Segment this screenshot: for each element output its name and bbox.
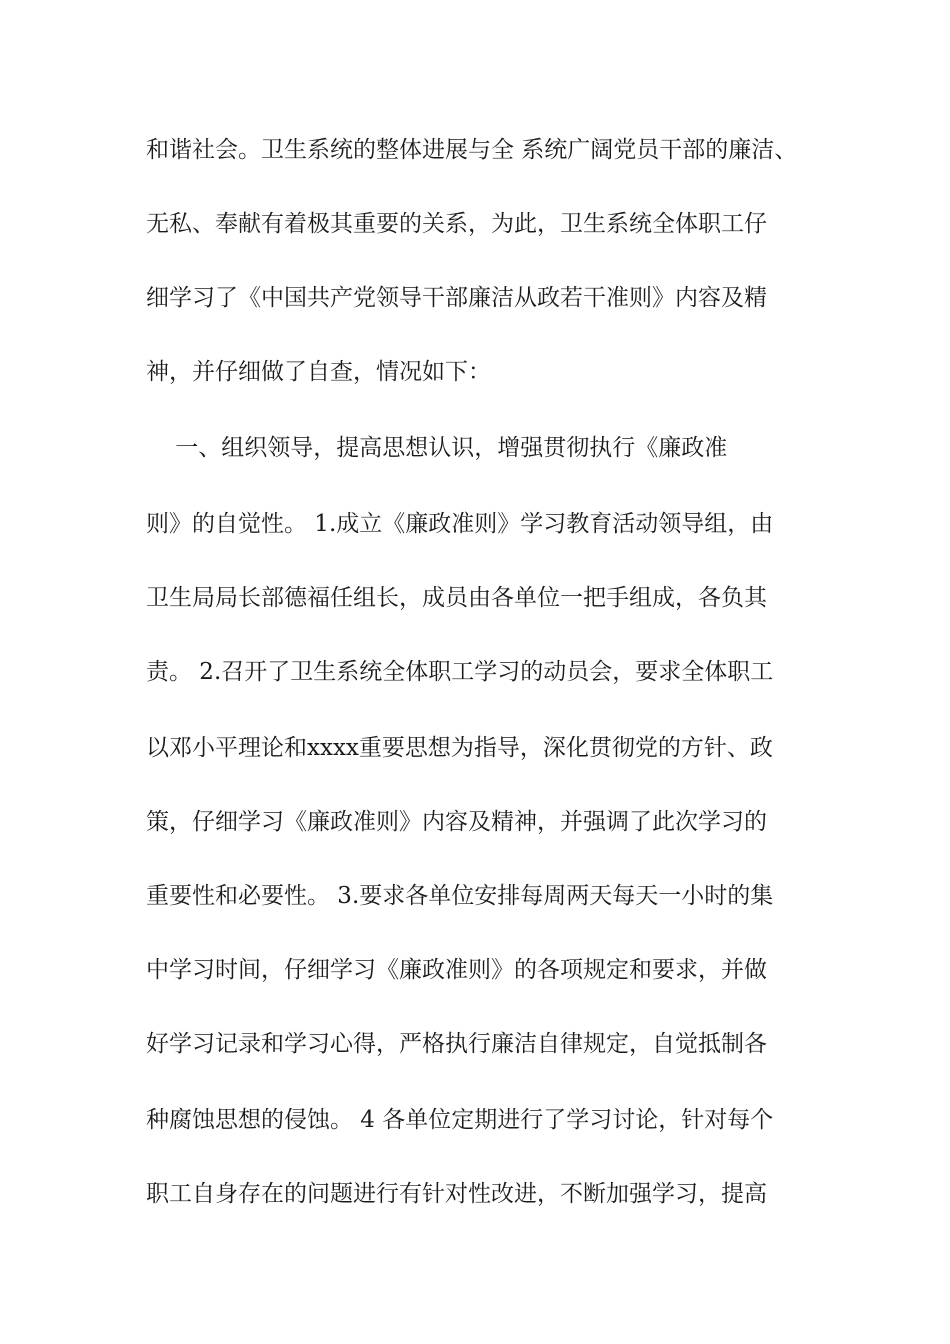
text-line-12: 中学习时间，仔细学习《廉政准则》的各项规定和要求，并做 — [146, 957, 767, 983]
text-line-15: 职工自身存在的问题进行有针对性改进，不断加强学习，提高 — [146, 1181, 767, 1207]
text-line-11: 重要性和必要性。 3.要求各单位安排每周两天每天一小时的集 — [146, 883, 774, 909]
text-line-4: 神，并仔细做了自查，情况如下： — [146, 359, 491, 385]
text-line-7: 卫生局局长部德福任组长，成员由各单位一把手组成，各负其 — [146, 585, 767, 611]
text-line-6: 则》的自觉性。 1.成立《廉政准则》学习教育活动领导组，由 — [146, 511, 774, 537]
text-line-9: 以邓小平理论和xxxx重要思想为指导，深化贯彻党的方针、政 — [146, 735, 773, 761]
text-line-13: 好学习记录和学习心得，严格执行廉洁自律规定，自觉抵制各 — [146, 1031, 767, 1057]
text-line-2: 无私、奉献有着极其重要的关系，为此，卫生系统全体职工仔 — [146, 211, 767, 237]
text-line-1: 和谐社会。卫生系统的整体进展与全 系统广阔党员干部的廉洁、 — [146, 137, 798, 163]
text-line-10: 策，仔细学习《廉政准则》内容及精神，并强调了此次学习的 — [146, 809, 767, 835]
text-line-3: 细学习了《中国共产党领导干部廉洁从政若干准则》内容及精 — [146, 285, 767, 311]
text-line-8: 责。 2.召开了卫生系统全体职工学习的动员会，要求全体职工 — [146, 659, 774, 685]
text-line-14: 种腐蚀思想的侵蚀。 4 各单位定期进行了学习讨论，针对每个 — [146, 1107, 774, 1133]
text-line-5: 一、组织领导，提高思想认识，增强贯彻执行《廉政准 — [146, 435, 728, 461]
